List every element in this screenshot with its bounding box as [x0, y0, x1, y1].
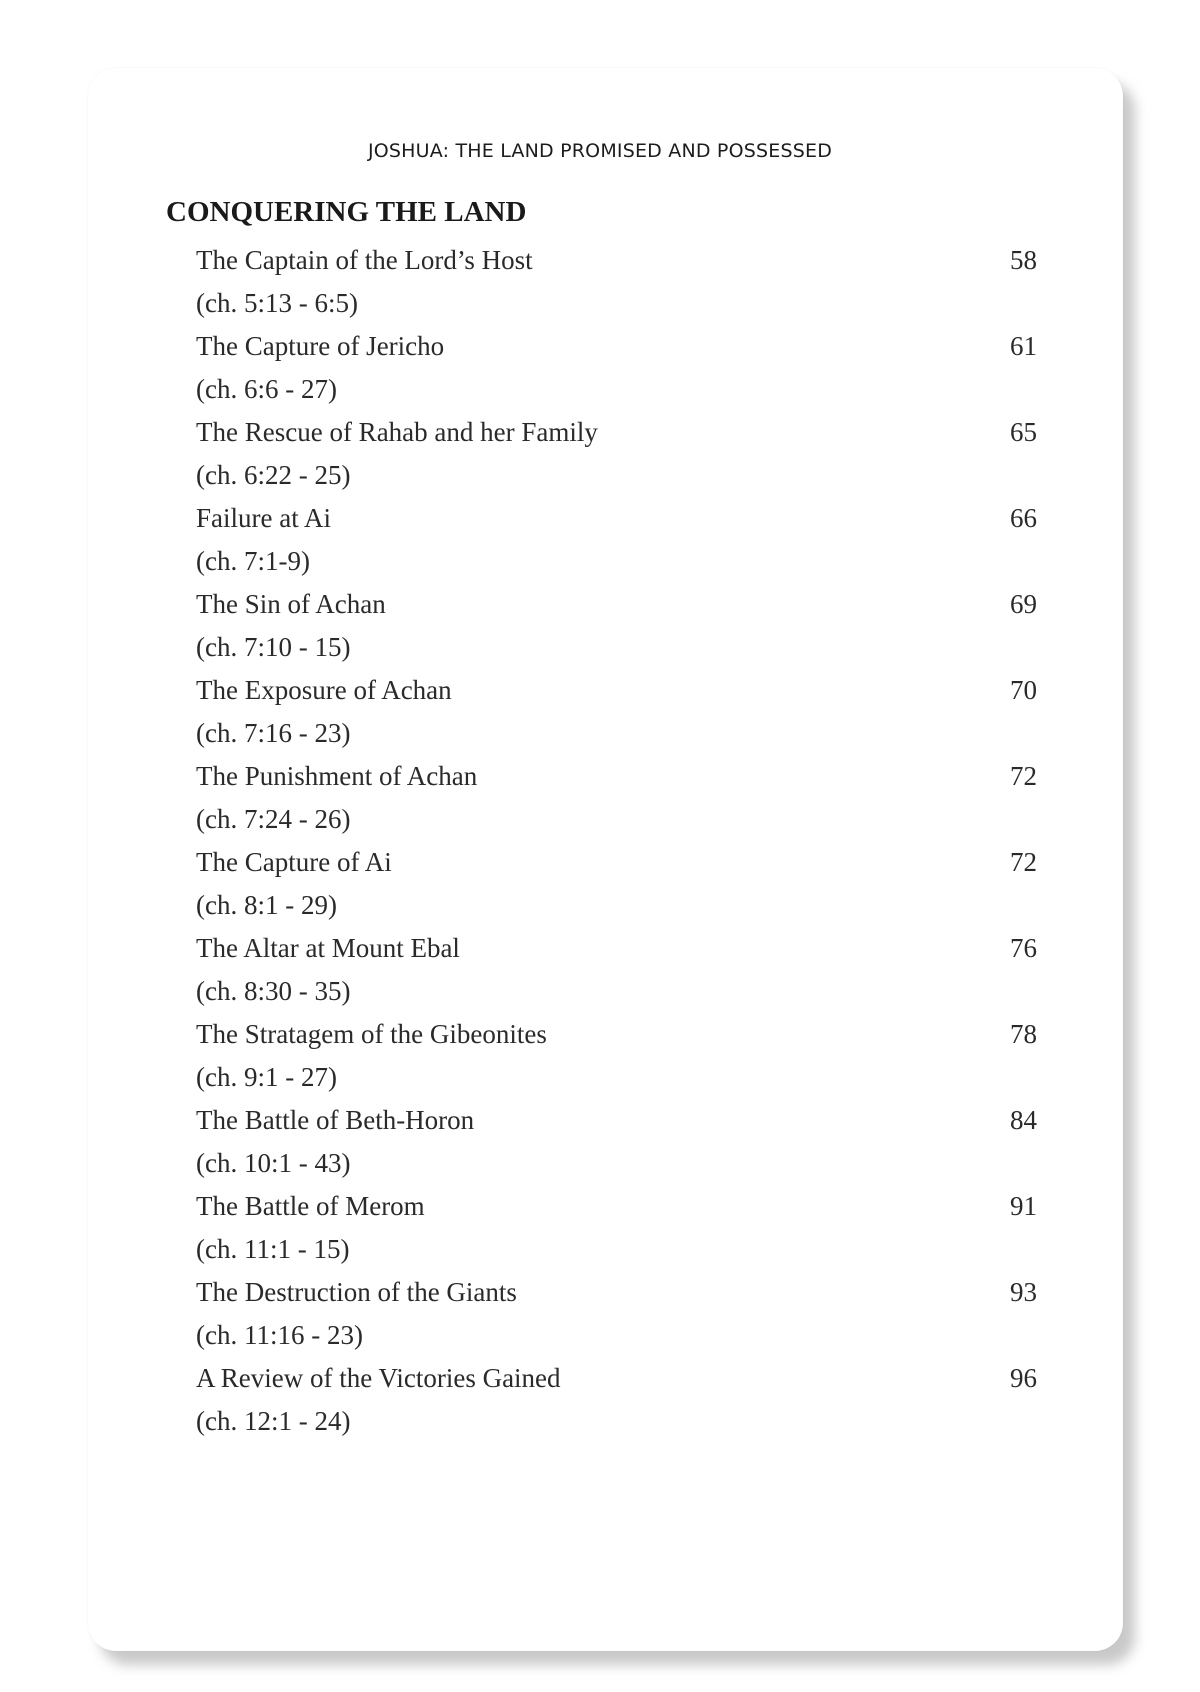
toc-entry-chapter-reference: (ch. 8:30 - 35) — [196, 976, 351, 1006]
toc-entry-heading-row — [196, 841, 1037, 884]
toc-entry-heading-row — [196, 927, 1037, 970]
toc-entry-title: The Captain of the Lord’s Host — [196, 245, 533, 275]
toc-entry-heading-row — [196, 1357, 1037, 1400]
toc-entry-title: The Battle of Merom — [196, 1191, 425, 1221]
toc-entry-heading-row — [196, 1271, 1037, 1314]
toc-entry-reference-row — [196, 1142, 1037, 1185]
toc-entry — [196, 325, 1037, 411]
toc-entry-reference-row — [196, 970, 1037, 1013]
toc-entry-chapter-reference: (ch. 7:16 - 23) — [196, 718, 351, 748]
toc-entry-reference-row — [196, 1056, 1037, 1099]
toc-entry — [196, 1271, 1037, 1357]
toc-entry-chapter-reference: (ch. 12:1 - 24) — [196, 1406, 351, 1436]
toc-entry-title: The Rescue of Rahab and her Family — [196, 417, 598, 447]
toc-entry-chapter-reference: (ch. 7:1-9) — [196, 546, 310, 576]
toc-entry-chapter-reference: (ch. 6:22 - 25) — [196, 460, 351, 490]
toc-entry-reference-row — [196, 368, 1037, 411]
toc-entry-page-number: 72 — [1010, 847, 1037, 877]
toc-entry-chapter-reference: (ch. 10:1 - 43) — [196, 1148, 351, 1178]
toc-entry-chapter-reference: (ch. 7:24 - 26) — [196, 804, 351, 834]
toc-entry-heading-row — [196, 325, 1037, 368]
toc-entry-reference-row — [196, 798, 1037, 841]
toc-entry-reference-row — [196, 1400, 1037, 1443]
toc-entry-page-number: 96 — [1010, 1363, 1037, 1393]
toc-entry-page-number: 66 — [1010, 503, 1037, 533]
toc-entry-reference-row — [196, 712, 1037, 755]
toc-entry-page-number: 78 — [1010, 1019, 1037, 1049]
table-of-contents — [196, 239, 1037, 1443]
toc-entry — [196, 239, 1037, 325]
toc-entry-page-number: 65 — [1010, 417, 1037, 447]
toc-entry — [196, 669, 1037, 755]
toc-entry-title: Failure at Ai — [196, 503, 331, 533]
toc-entry-heading-row — [196, 1099, 1037, 1142]
toc-entry-heading-row — [196, 669, 1037, 712]
toc-entry-title: The Punishment of Achan — [196, 761, 478, 791]
toc-entry-heading-row — [196, 1185, 1037, 1228]
toc-entry-title: The Altar at Mount Ebal — [196, 933, 460, 963]
toc-entry-page-number: 58 — [1010, 245, 1037, 275]
toc-entry-page-number: 72 — [1010, 761, 1037, 791]
toc-entry-reference-row — [196, 1228, 1037, 1271]
toc-entry-chapter-reference: (ch. 6:6 - 27) — [196, 374, 337, 404]
toc-entry — [196, 841, 1037, 927]
section-title: CONQUERING THE LAND — [166, 196, 527, 228]
toc-entry-reference-row — [196, 282, 1037, 325]
toc-entry-chapter-reference: (ch. 5:13 - 6:5) — [196, 288, 358, 318]
toc-entry-page-number: 69 — [1010, 589, 1037, 619]
toc-entry — [196, 411, 1037, 497]
toc-entry-reference-row — [196, 540, 1037, 583]
toc-entry-chapter-reference: (ch. 7:10 - 15) — [196, 632, 351, 662]
toc-entry — [196, 1099, 1037, 1185]
toc-entry-title: A Review of the Victories Gained — [196, 1363, 561, 1393]
toc-entry — [196, 1185, 1037, 1271]
toc-entry-title: The Sin of Achan — [196, 589, 386, 619]
toc-entry-heading-row — [196, 755, 1037, 798]
toc-entry-page-number: 93 — [1010, 1277, 1037, 1307]
toc-entry-title: The Capture of Ai — [196, 847, 392, 877]
running-header: JOSHUA: THE LAND PROMISED AND POSSESSED — [367, 140, 833, 162]
toc-entry — [196, 1013, 1037, 1099]
toc-entry-chapter-reference: (ch. 11:16 - 23) — [196, 1320, 363, 1350]
toc-entry-title: The Battle of Beth-Horon — [196, 1105, 475, 1135]
toc-entry — [196, 583, 1037, 669]
toc-entry — [196, 755, 1037, 841]
toc-entry-reference-row — [196, 454, 1037, 497]
toc-entry-title: The Capture of Jericho — [196, 331, 445, 361]
toc-entry — [196, 927, 1037, 1013]
toc-entry — [196, 497, 1037, 583]
toc-entry-title: The Stratagem of the Gibeonites — [196, 1019, 547, 1049]
toc-entry-heading-row — [196, 239, 1037, 282]
toc-entry-page-number: 61 — [1010, 331, 1037, 361]
toc-entry-chapter-reference: (ch. 8:1 - 29) — [196, 890, 337, 920]
toc-entry-heading-row — [196, 1013, 1037, 1056]
toc-entry-reference-row — [196, 884, 1037, 927]
toc-entry-title: The Exposure of Achan — [196, 675, 452, 705]
toc-entry-page-number: 76 — [1010, 933, 1037, 963]
toc-entry-page-number: 84 — [1010, 1105, 1037, 1135]
toc-entry-page-number: 70 — [1010, 675, 1037, 705]
toc-entry-chapter-reference: (ch. 11:1 - 15) — [196, 1234, 350, 1264]
toc-entry-page-number: 91 — [1010, 1191, 1037, 1221]
toc-entry-reference-row — [196, 1314, 1037, 1357]
toc-entry-chapter-reference: (ch. 9:1 - 27) — [196, 1062, 337, 1092]
toc-entry — [196, 1357, 1037, 1443]
toc-entry-heading-row — [196, 583, 1037, 626]
toc-entry-reference-row — [196, 626, 1037, 669]
toc-entry-title: The Destruction of the Giants — [196, 1277, 517, 1307]
toc-entry-heading-row — [196, 411, 1037, 454]
toc-entry-heading-row — [196, 497, 1037, 540]
